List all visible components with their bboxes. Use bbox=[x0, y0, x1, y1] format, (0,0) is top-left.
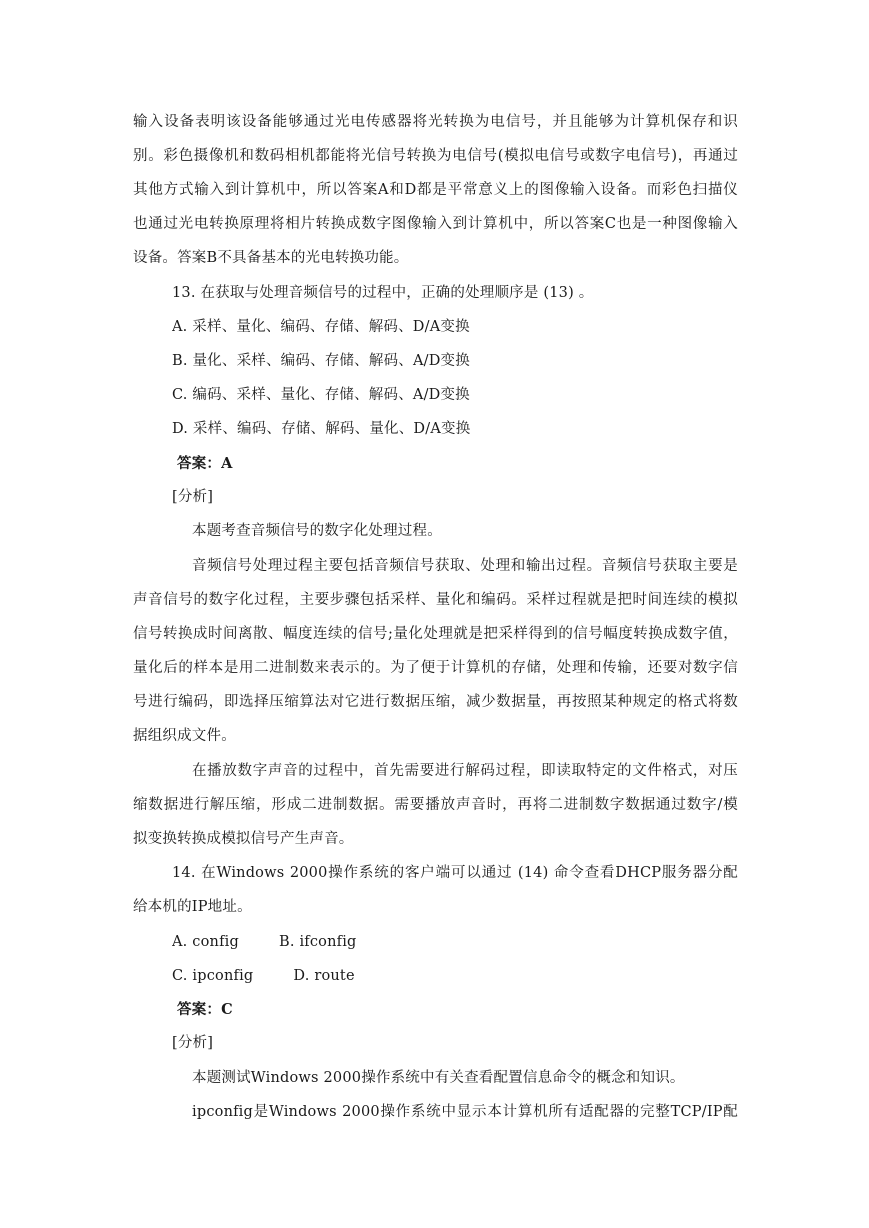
analysis-line: 本题测试Windows 2000操作系统中有关查看配置信息命令的概念和知识。 bbox=[192, 1070, 685, 1086]
analysis-line: 在播放数字声音的过程中，首先需要进行解码过程，即读取特定的文件格式，对压 bbox=[192, 763, 738, 779]
intro-line: 别。彩色摄像机和数码相机都能将光信号转换为电信号(模拟电信号或数字电信号)，再通过 bbox=[133, 148, 738, 164]
analysis-line: 号进行编码，即选择压缩算法对它进行数据压缩，减少数据量，再按照某种规定的格式将数 bbox=[133, 694, 738, 710]
analysis-line: 音频信号处理过程主要包括音频信号获取、处理和输出过程。音频信号获取主要是 bbox=[192, 558, 738, 574]
analysis-line: 信号转换成时间离散、幅度连续的信号;量化处理就是把采样得到的信号幅度转换成数字值， bbox=[133, 626, 738, 642]
analysis-line: ipconfig是Windows 2000操作系统中显示本计算机所有适配器的完整TCP/IP配 bbox=[192, 1104, 738, 1120]
option-a: A. 采样、量化、编码、存储、解码、D/A变换 bbox=[172, 319, 470, 335]
intro-line: 也通过光电转换原理将相片转换成数字图像输入到计算机中，所以答案C也是一种图像输入 bbox=[133, 216, 738, 232]
options-row bbox=[172, 932, 777, 952]
analysis-line: 声音信号的数字化过程，主要步骤包括采样、量化和编码。采样过程就是把时间连续的模拟 bbox=[133, 592, 738, 608]
analysis-line: 据组织成文件。 bbox=[133, 728, 236, 744]
analysis-line: 拟变换转换成模拟信号产生声音。 bbox=[133, 831, 354, 847]
answer-14: 答案：C bbox=[177, 1001, 233, 1018]
option-b: B. 量化、采样、编码、存储、解码、A/D变换 bbox=[172, 353, 470, 369]
intro-line: 其他方式输入到计算机中，所以答案A和D都是平常意义上的图像输入设备。而彩色扫描仪 bbox=[133, 182, 738, 198]
options-row bbox=[172, 966, 777, 986]
answer-13: 答案：A bbox=[177, 455, 233, 472]
option-c: C. 编码、采样、量化、存储、解码、A/D变换 bbox=[172, 387, 470, 403]
analysis-label: [分析] bbox=[172, 1035, 214, 1051]
option-b: B. ifconfig bbox=[278, 934, 357, 950]
intro-line: 设备。答案B不具备基本的光电转换功能。 bbox=[133, 250, 409, 266]
analysis-line: 本题考查音频信号的数字化处理过程。 bbox=[192, 523, 442, 539]
option-c: C. ipconfig bbox=[172, 968, 254, 984]
intro-line: 输入设备表明该设备能够通过光电传感器将光转换为电信号，并且能够为计算机保存和识 bbox=[133, 114, 738, 130]
question-13: 13. 在获取与处理音频信号的过程中，正确的处理顺序是 (13) 。 bbox=[172, 285, 594, 301]
analysis-label: [分析] bbox=[172, 489, 214, 505]
question-14-cont: 给本机的IP地址。 bbox=[133, 899, 252, 915]
option-d: D. 采样、编码、存储、解码、量化、D/A变换 bbox=[172, 421, 471, 437]
question-14: 14. 在Windows 2000操作系统的客户端可以通过 (14) 命令查看DHCP服务器分配 bbox=[172, 865, 738, 881]
option-d: D. route bbox=[293, 968, 355, 984]
option-a: A. config bbox=[172, 934, 239, 950]
analysis-line: 缩数据进行解压缩，形成二进制数据。需要播放声音时，再将二进制数字数据通过数字/模 bbox=[133, 797, 738, 813]
analysis-line: 量化后的样本是用二进制数来表示的。为了便于计算机的存储，处理和传输，还要对数字信 bbox=[133, 660, 738, 676]
